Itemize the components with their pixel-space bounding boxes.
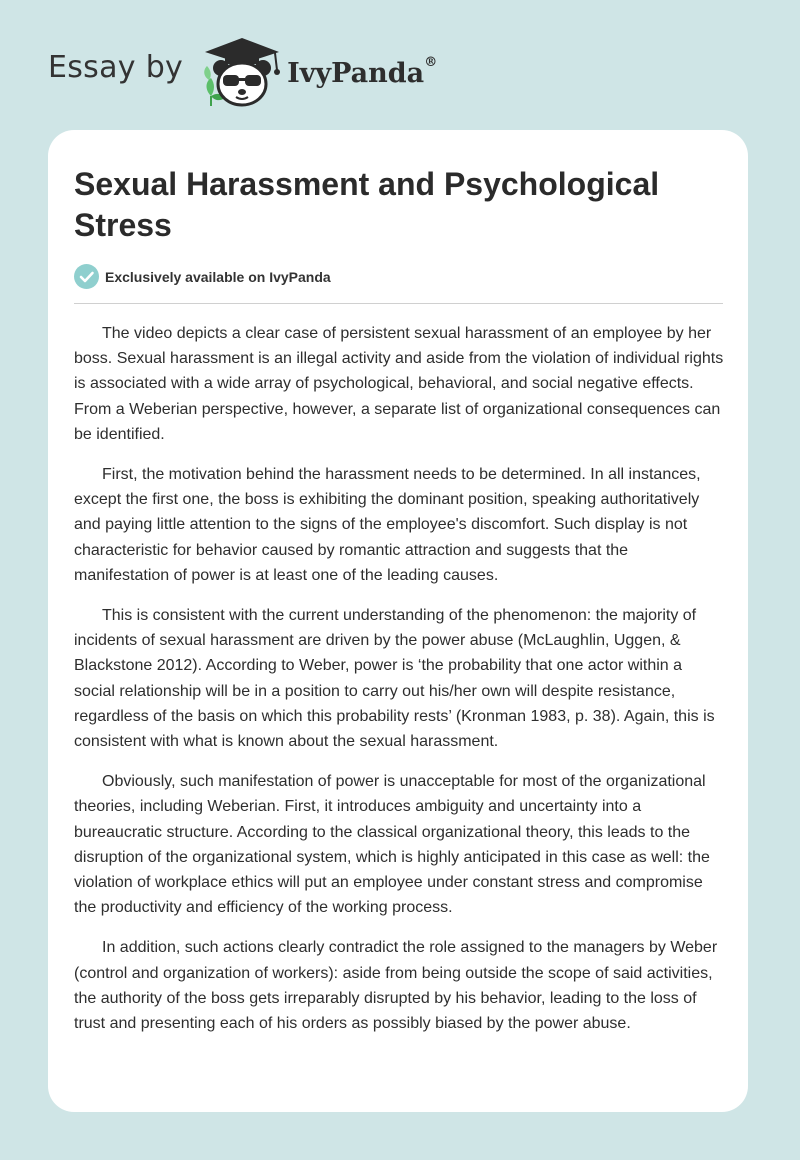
essay-title: Sexual Harassment and Psychological Stress: [74, 166, 660, 243]
registered-mark: ®: [424, 54, 438, 70]
check-circle-icon: [74, 264, 99, 289]
site-header: [48, 34, 437, 108]
paragraph: This is consistent with the current understanding of the phenomenon: the majority of incidents of sexual harassment are driven by the power abuse (McLaughlin, Uggen, & Blackstone 2012). According to Weber, power is ‘the probability that one actor within a social relationship will be in a position to carry out his/her own will despite resistance, regardless of the basis on which this probability rests’ (Kronman 1983, p. 38). Again, this is consistent with what is known about the sexual harassment.: [74, 607, 715, 751]
paragraph: First, the motivation behind the harassment needs to be determined. In all instances, except the first one, the boss is exhibiting the dominant position, speaking authoritatively and paying little attention to the signs of the employee's discomfort. Such display is not characteristic for behavior caused by romantic attraction and suggests that the manifestation of power is at least one of the leading causes.: [74, 466, 701, 584]
title-divider: [74, 303, 723, 304]
essay-body: [74, 321, 724, 1051]
essay-by-label: Essay by: [48, 49, 184, 85]
paragraph: The video depicts a clear case of persistent sexual harassment of an employee by her boss. Sexual harassment is an illegal activity and aside from the violation of individual rights is associated with a wide array of psychological, behavioral, and social negative effects. From a Weberian perspective, however, a separate list of organizational consequences can be identified.: [74, 325, 724, 443]
paragraph: Obviously, such manifestation of power is unacceptable for most of the organizational theories, including Weberian. First, it introduces ambiguity and uncertainty into a bureaucratic structure. According to the classical organizational theory, this leads to the disruption of the organizational system, which is highly anticipated in this case as well: the violation of workplace ethics will put an employee under constant stress and compromise the productivity and efficiency of the working process.: [74, 773, 710, 917]
brand-label: IvyPanda: [287, 57, 425, 89]
brand-name[interactable]: [287, 54, 438, 89]
exclusive-label: Exclusively available on IvyPanda: [105, 268, 331, 285]
paragraph: In addition, such actions clearly contradict the role assigned to the managers by Weber (control and organization of workers): aside from being outside the scope of said activities, the authority of the boss gets irreparably disrupted by his behavior, leading to the loss of trust and presenting each of his orders as possibly biased by the power abuse.: [74, 939, 718, 1033]
panda-graduate-icon[interactable]: [197, 34, 287, 108]
exclusive-badge: [74, 264, 331, 289]
essay-card: [48, 130, 748, 1112]
